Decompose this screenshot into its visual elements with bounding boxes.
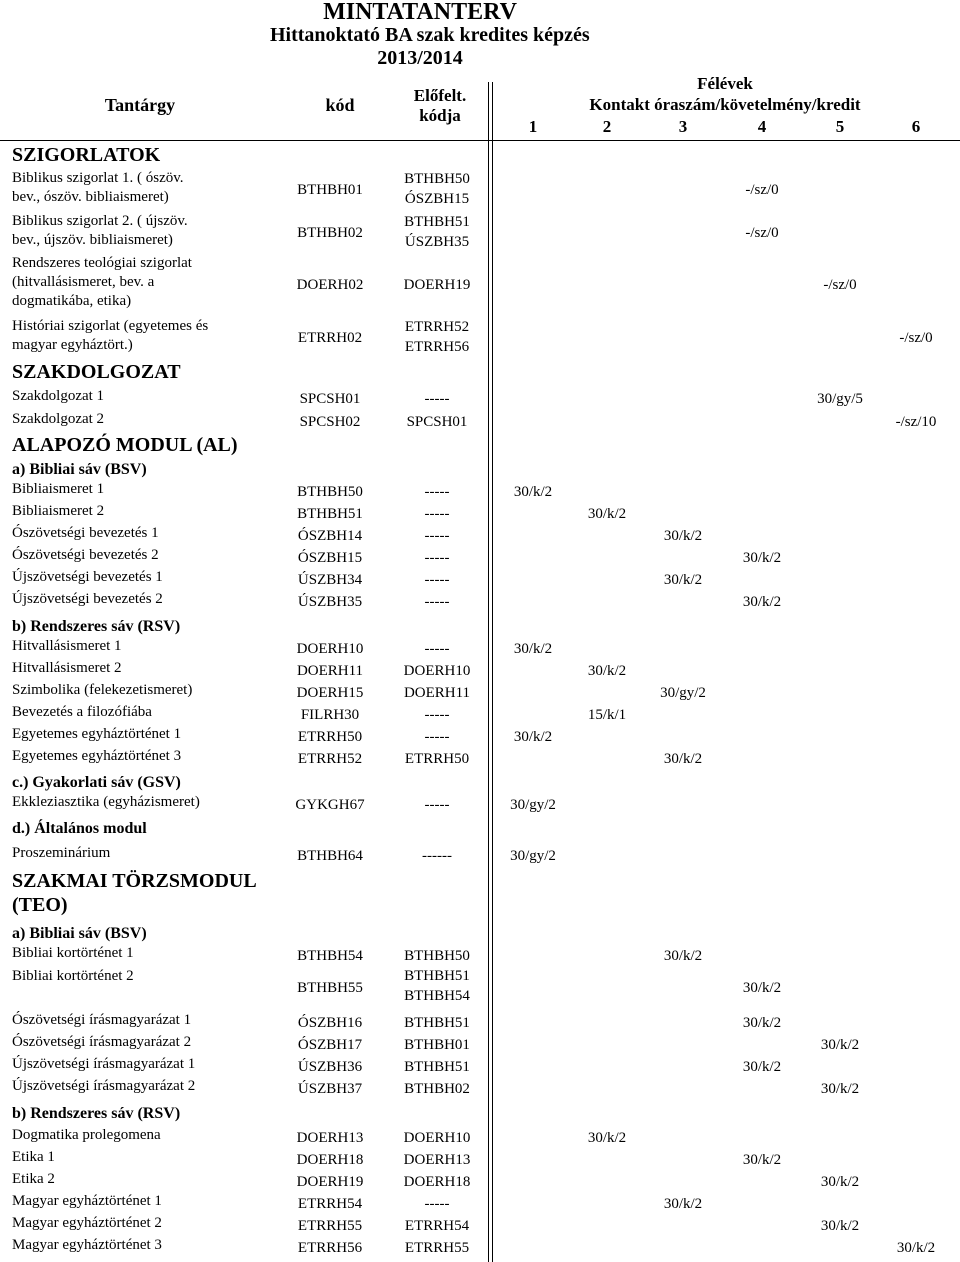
header-semester-5: 5	[835, 117, 845, 136]
course-name: bev., újszöv. bibliaismeret)	[12, 232, 173, 248]
course-name: Ószövetségi bevezetés 1	[12, 525, 159, 541]
semester-value: 30/k/2	[587, 1129, 627, 1146]
course-prereq: BTHBH02	[404, 1080, 470, 1097]
subsection-header: d.) Általános modul	[12, 820, 147, 837]
course-code: SPCSH02	[299, 413, 361, 430]
subsection-header: c.) Gyakorlati sáv (GSV)	[12, 774, 181, 791]
subsection-header: a) Bibliai sáv (BSV)	[12, 461, 147, 478]
course-code: ÚSZBH35	[297, 593, 363, 610]
section-header: SZAKMAI TÖRZSMODUL	[12, 870, 257, 892]
course-code: ÓSZBH17	[297, 1036, 363, 1053]
course-name: Proszeminárium	[12, 845, 111, 861]
course-name: Ószövetségi írásmagyarázat 1	[12, 1012, 192, 1028]
semester-value: 15/k/1	[587, 706, 627, 723]
course-name: Bevezetés a filozófiába	[12, 704, 152, 720]
course-prereq: BTHBH51	[404, 213, 470, 230]
course-code: DOERH15	[296, 684, 364, 701]
course-name: Magyar egyháztörténet 1	[12, 1193, 162, 1209]
course-code: ÓSZBH16	[297, 1014, 363, 1031]
course-prereq: -----	[424, 640, 450, 657]
course-code: ÓSZBH15	[297, 549, 363, 566]
course-prereq: DOERH18	[403, 1173, 471, 1190]
semester-value: 30/k/2	[587, 505, 627, 522]
course-prereq: -----	[424, 483, 450, 500]
header-semester-1: 1	[528, 117, 538, 136]
section-header: SZAKDOLGOZAT	[12, 361, 181, 383]
header-subject: Tantárgy	[104, 95, 176, 115]
course-prereq: ÚSZBH35	[404, 233, 470, 250]
semester-value: 30/k/2	[896, 1239, 936, 1256]
course-prereq: BTHBH51	[404, 968, 470, 984]
semester-value: 30/gy/5	[817, 390, 863, 407]
course-name: Históriai szigorlat (egyetemes és	[12, 318, 209, 334]
course-code: ETRRH56	[297, 1239, 363, 1256]
page-subtitle: Hittanoktató BA szak kredites képzés	[270, 24, 590, 46]
subsection-header: b) Rendszeres sáv (RSV)	[12, 1105, 181, 1122]
semester-value: 30/k/2	[742, 1151, 782, 1168]
semester-value: 30/k/2	[742, 979, 782, 996]
course-name: Hitvallásismeret 2	[12, 660, 122, 676]
course-name: Ószövetségi írásmagyarázat 2	[12, 1034, 192, 1050]
semester-value: 30/gy/2	[660, 684, 706, 701]
course-prereq: -----	[424, 796, 450, 813]
course-name: Szimbolika (felekezetismeret)	[12, 682, 193, 698]
course-code: ÚSZBH36	[297, 1058, 363, 1075]
header-prereq: Előfelt.	[413, 86, 467, 105]
course-name: Rendszeres teológiai szigorlat	[12, 255, 192, 271]
course-name: Etika 1	[12, 1149, 55, 1165]
course-prereq: ETRRH56	[404, 338, 470, 355]
course-name: Egyetemes egyháztörténet 1	[12, 726, 182, 742]
course-prereq: BTHBH54	[404, 988, 470, 1004]
semester-value: 30/k/2	[820, 1036, 860, 1053]
course-prereq: DOERH10	[403, 1129, 471, 1146]
course-code: SPCSH01	[299, 390, 361, 407]
course-name: Egyetemes egyháztörténet 3	[12, 748, 182, 764]
page-title: MINTATANTERV	[323, 0, 517, 25]
header-semesters-sub: Kontakt óraszám/követelmény/kredit	[589, 95, 861, 114]
course-code: GYKGH67	[295, 796, 365, 813]
header-semester-2: 2	[602, 117, 612, 136]
course-code: ÚSZBH37	[297, 1080, 363, 1097]
course-prereq: DOERH10	[403, 662, 471, 679]
course-prereq: ------	[422, 847, 452, 864]
course-name: bev., ószöv. bibliaismeret)	[12, 189, 169, 205]
course-prereq: -----	[424, 571, 450, 588]
course-prereq: -----	[424, 390, 450, 407]
course-prereq: BTHBH51	[404, 1014, 470, 1031]
course-name: (hitvallásismeret, bev. a	[12, 274, 155, 290]
academic-year: 2013/2014	[377, 47, 463, 69]
header-semester-6: 6	[911, 117, 921, 136]
course-prereq: -----	[424, 593, 450, 610]
semester-value: 30/k/2	[820, 1217, 860, 1234]
course-code: BTHBH54	[297, 947, 363, 964]
semester-value: 30/k/2	[742, 1058, 782, 1075]
course-code: BTHBH02	[297, 225, 363, 241]
course-name: Etika 2	[12, 1171, 55, 1187]
course-prereq: -----	[424, 706, 450, 723]
course-name: Újszövetségi bevezetés 1	[12, 569, 163, 585]
course-name: Újszövetségi bevezetés 2	[12, 591, 163, 607]
semester-value: 30/k/2	[663, 750, 703, 767]
course-code: FILRH30	[300, 706, 360, 723]
semester-value: -/sz/10	[895, 413, 937, 430]
course-code: ÚSZBH34	[297, 571, 363, 588]
semester-value: 30/k/2	[742, 1014, 782, 1031]
header-semester-4: 4	[757, 117, 767, 136]
semester-value: 30/k/2	[820, 1173, 860, 1190]
semester-value: -/sz/0	[823, 277, 857, 293]
course-prereq: -----	[424, 728, 450, 745]
course-prereq: ETRRH52	[404, 318, 470, 335]
course-code: DOERH02	[296, 277, 364, 293]
course-code: DOERH10	[296, 640, 364, 657]
semester-value: -/sz/0	[899, 330, 933, 346]
course-code: DOERH19	[296, 1173, 364, 1190]
subsection-header: b) Rendszeres sáv (RSV)	[12, 618, 181, 635]
course-prereq: BTHBH51	[404, 1058, 470, 1075]
course-code: ETRRH02	[297, 330, 363, 346]
course-name: Biblikus szigorlat 1. ( ószöv.	[12, 170, 184, 186]
course-name: Bibliaismeret 2	[12, 503, 105, 519]
semester-value: 30/k/2	[663, 947, 703, 964]
course-name: dogmatikába, etika)	[12, 293, 132, 309]
course-name: Hitvallásismeret 1	[12, 638, 122, 654]
header-semester-3: 3	[678, 117, 688, 136]
section-header-2: (TEO)	[12, 894, 68, 916]
subsection-header: a) Bibliai sáv (BSV)	[12, 925, 147, 942]
semester-value: -/sz/0	[745, 182, 779, 198]
course-code: ETRRH50	[297, 728, 363, 745]
course-name: Ekkleziasztika (egyházismeret)	[12, 794, 200, 810]
course-code: ÓSZBH14	[297, 527, 363, 544]
header-code: kód	[325, 95, 355, 115]
course-prereq: BTHBH50	[404, 170, 470, 187]
column-divider	[492, 82, 493, 1262]
course-prereq: -----	[424, 549, 450, 566]
course-prereq: BTHBH01	[404, 1036, 470, 1053]
course-name: Újszövetségi írásmagyarázat 1	[12, 1056, 196, 1072]
course-name: Újszövetségi írásmagyarázat 2	[12, 1078, 196, 1094]
course-name: Biblikus szigorlat 2. ( újszöv.	[12, 213, 188, 229]
course-name: Ószövetségi bevezetés 2	[12, 547, 159, 563]
semester-value: 30/k/2	[820, 1080, 860, 1097]
semester-value: 30/gy/2	[510, 847, 556, 864]
course-code: DOERH13	[296, 1129, 364, 1146]
course-prereq: BTHBH50	[404, 947, 470, 964]
course-name: Magyar egyháztörténet 2	[12, 1215, 162, 1231]
course-name: Bibliai kortörténet 1	[12, 945, 134, 961]
semester-value: 30/k/2	[742, 593, 782, 610]
course-code: BTHBH51	[297, 505, 363, 522]
semester-value: 30/k/2	[587, 662, 627, 679]
course-name: Magyar egyháztörténet 3	[12, 1237, 162, 1253]
course-name: Szakdolgozat 2	[12, 411, 105, 427]
course-name: Bibliai kortörténet 2	[12, 968, 134, 984]
header-semesters: Félévek	[697, 74, 753, 93]
course-code: BTHBH64	[297, 847, 363, 864]
course-code: BTHBH50	[297, 483, 363, 500]
course-prereq: SPCSH01	[406, 413, 468, 430]
course-prereq: ÓSZBH15	[404, 190, 470, 207]
semester-value: 30/k/2	[663, 571, 703, 588]
semester-value: 30/k/2	[513, 483, 553, 500]
header-prereq-2: kódja	[419, 106, 461, 125]
course-prereq: DOERH13	[403, 1151, 471, 1168]
semester-value: -/sz/0	[745, 225, 779, 241]
course-code: BTHBH01	[297, 182, 363, 198]
header-underline	[0, 140, 960, 141]
course-code: ETRRH55	[297, 1217, 363, 1234]
course-code: ETRRH52	[297, 750, 363, 767]
semester-value: 30/k/2	[513, 728, 553, 745]
section-header: SZIGORLATOK	[12, 144, 161, 166]
course-prereq: ETRRH55	[404, 1239, 470, 1256]
course-name: Bibliaismeret 1	[12, 481, 105, 497]
course-prereq: -----	[424, 527, 450, 544]
course-prereq: ETRRH54	[404, 1217, 470, 1234]
section-header: ALAPOZÓ MODUL (AL)	[12, 434, 238, 456]
course-prereq: ETRRH50	[404, 750, 470, 767]
semester-value: 30/k/2	[742, 549, 782, 566]
course-name: magyar egyháztört.)	[12, 337, 133, 353]
course-prereq: DOERH11	[403, 684, 471, 701]
course-code: ETRRH54	[297, 1195, 363, 1212]
course-prereq: -----	[424, 505, 450, 522]
course-prereq: DOERH19	[403, 277, 471, 293]
course-code: BTHBH55	[297, 979, 363, 996]
course-prereq: -----	[424, 1195, 450, 1212]
semester-value: 30/gy/2	[510, 796, 556, 813]
course-name: Dogmatika prolegomena	[12, 1127, 161, 1143]
semester-value: 30/k/2	[663, 527, 703, 544]
semester-value: 30/k/2	[513, 640, 553, 657]
course-code: DOERH11	[296, 662, 364, 679]
course-code: DOERH18	[296, 1151, 364, 1168]
course-name: Szakdolgozat 1	[12, 388, 105, 404]
semester-value: 30/k/2	[663, 1195, 703, 1212]
